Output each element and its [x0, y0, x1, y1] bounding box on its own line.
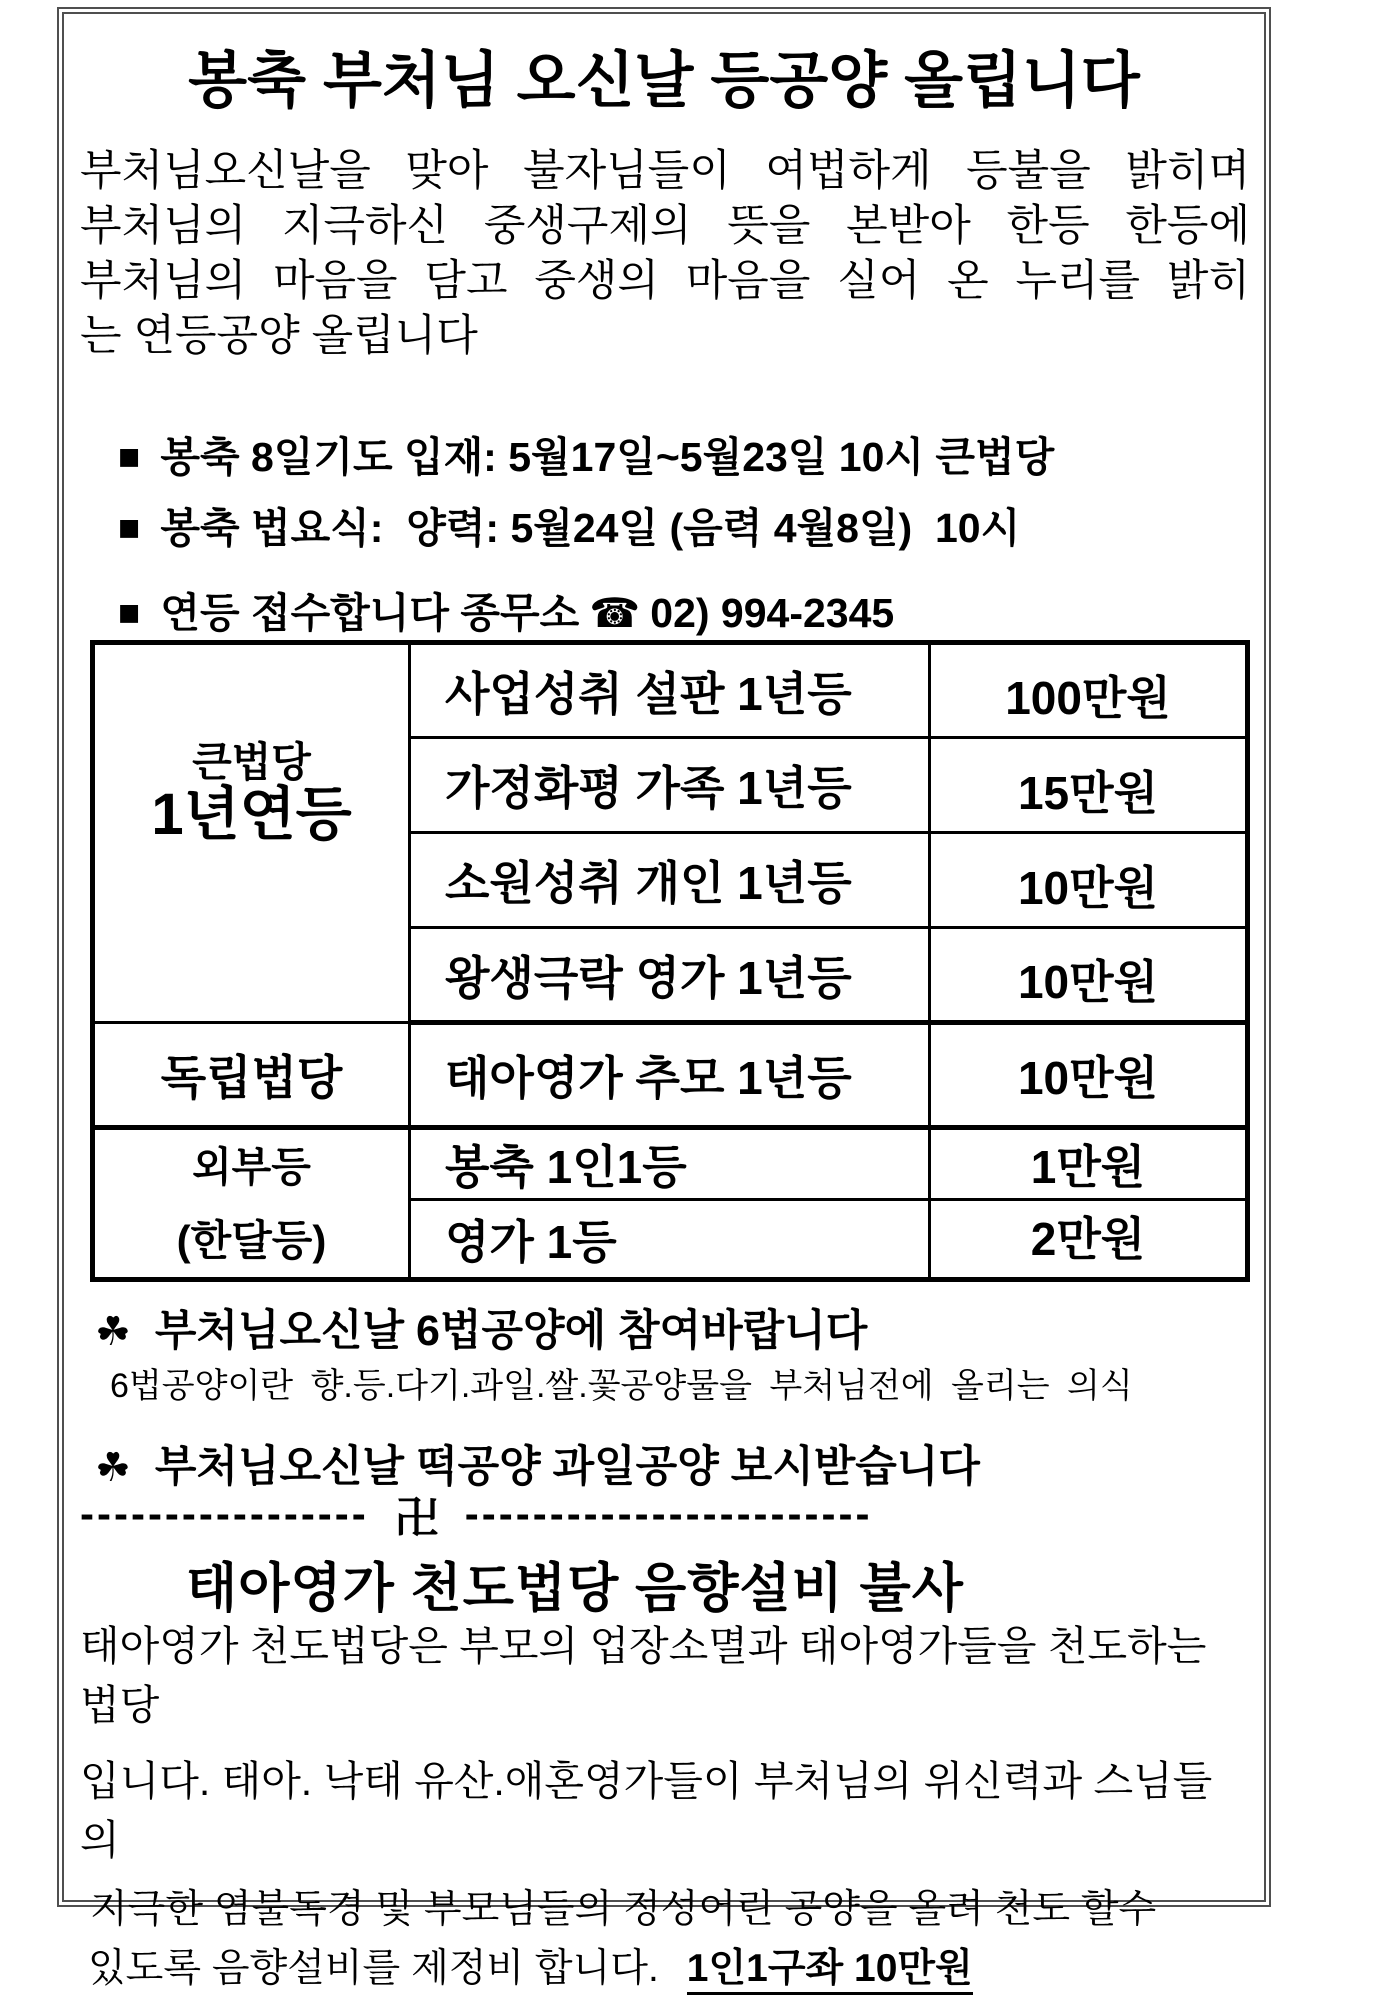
divider-dashes-right: ------------------------ — [464, 1490, 873, 1537]
list-item-lantern-reception — [118, 580, 1244, 639]
intro-line: 부처님의 마음을 담고 중생의 마음을 실어 온 누리를 밝히 — [80, 257, 1250, 305]
campaign-line-last — [88, 1937, 1246, 1993]
price-cell: 2만원 — [930, 1200, 1248, 1280]
list-item-ceremony-schedule — [118, 495, 1244, 554]
category-label: 큰법당 — [192, 739, 311, 785]
item-cell: 봉축 1인1등 — [410, 1128, 930, 1200]
buddhist-swastika-icon: 卍 — [394, 1494, 439, 1543]
intro-line: 부처님오신날을 맞아 불자님들이 여법하게 등불을 밝히며 — [80, 147, 1250, 195]
campaign-line-text: 있도록 음향설비를 제정비 합니다. — [88, 1947, 659, 1990]
item-cell: 왕생극락 영가 1년등 — [410, 928, 930, 1023]
price-cell: 10만원 — [930, 928, 1248, 1023]
intro-paragraph — [80, 144, 1250, 364]
intro-line: 부처님의 지극하신 중생구제의 뜻을 본받아 한등 한등에 — [80, 202, 1250, 250]
price-cell: 10만원 — [930, 833, 1248, 928]
list-item-prayer-schedule — [118, 424, 1244, 483]
category-label: 외부등 — [192, 1143, 311, 1190]
lantern-price-table-wrap — [90, 640, 1250, 1282]
shamrock-icon: ☘ — [95, 1446, 131, 1490]
telephone-icon: ☎ — [589, 590, 641, 636]
price-cell: 100만원 — [930, 643, 1248, 738]
category-label: 1년연등 — [151, 782, 352, 848]
campaign-line: 입니다. 태아. 낙태 유산.애혼영가들이 부처님의 위신력과 스님들의 — [80, 1758, 1213, 1863]
square-bullet-icon: ■ — [118, 436, 141, 477]
note-six-offerings — [95, 1297, 1244, 1358]
item-cell: 가정화평 가족 1년등 — [410, 738, 930, 833]
category-label: (한달등) — [176, 1217, 327, 1265]
square-bullet-icon: ■ — [118, 592, 141, 633]
section-divider — [80, 1482, 1240, 1546]
ceremony-schedule-text: 봉축 법요식: 양력: 5월24일 (음력 4월8일) 10시 — [160, 505, 1021, 551]
shamrock-icon: ☘ — [95, 1310, 131, 1354]
category-cell-outdoor-lantern — [93, 1128, 410, 1280]
price-cell: 15만원 — [930, 738, 1248, 833]
item-cell: 사업성취 설판 1년등 — [410, 643, 930, 738]
table-row — [93, 643, 1248, 738]
campaign-heading: 태아영가 천도법당 음향설비 불사 — [186, 1559, 964, 1618]
page-title: 봉축 부처님 오신날 등공양 올립니다 — [188, 46, 1140, 114]
divider-dashes-left: ----------------- — [80, 1490, 369, 1537]
campaign-paragraph — [80, 1613, 1246, 1993]
phone-number: 02) 994-2345 — [650, 590, 895, 636]
lantern-reception-text: 연등 접수합니다 종무소 — [160, 590, 580, 636]
note-text: 부처님오신날 떡공양 과일공양 보시받습니다 — [154, 1443, 980, 1491]
table-row — [93, 1023, 1248, 1128]
intro-line: 는 연등공양 올립니다 — [80, 312, 478, 360]
price-cell: 1만원 — [930, 1128, 1248, 1200]
schedule-list — [118, 424, 1244, 639]
item-cell: 태아영가 추모 1년등 — [410, 1023, 930, 1128]
lantern-price-table — [90, 640, 1250, 1282]
category-cell-main-hall — [93, 643, 410, 1023]
campaign-line: 지극한 염불독경 및 부모님들의 정성어린 공양을 올려 천도 할수 — [90, 1888, 1157, 1931]
note-six-offerings-description: 6법공양이란 향.등.다기.과일.쌀.꽃공양물을 부처님전에 올리는 의식 — [110, 1367, 1133, 1405]
square-bullet-icon: ■ — [118, 507, 141, 548]
item-cell: 소원성취 개인 1년등 — [410, 833, 930, 928]
price-cell: 10만원 — [930, 1023, 1248, 1128]
note-text: 부처님오신날 6법공양에 참여바랍니다 — [154, 1307, 868, 1355]
campaign-line: 태아영가 천도법당은 부모의 업장소멸과 태아영가들을 천도하는 법당 — [80, 1623, 1218, 1728]
prayer-schedule-text: 봉축 8일기도 입재: 5월17일~5월23일 10시 큰법당 — [160, 434, 1055, 480]
donation-amount-highlight: 1인1구좌 10만원 — [687, 1947, 973, 1995]
notice-page-frame — [57, 7, 1271, 1990]
category-cell-independent-hall — [93, 1023, 410, 1128]
table-row — [93, 1128, 1248, 1200]
category-label: 독립법당 — [160, 1051, 343, 1104]
item-cell: 영가 1등 — [410, 1200, 930, 1280]
